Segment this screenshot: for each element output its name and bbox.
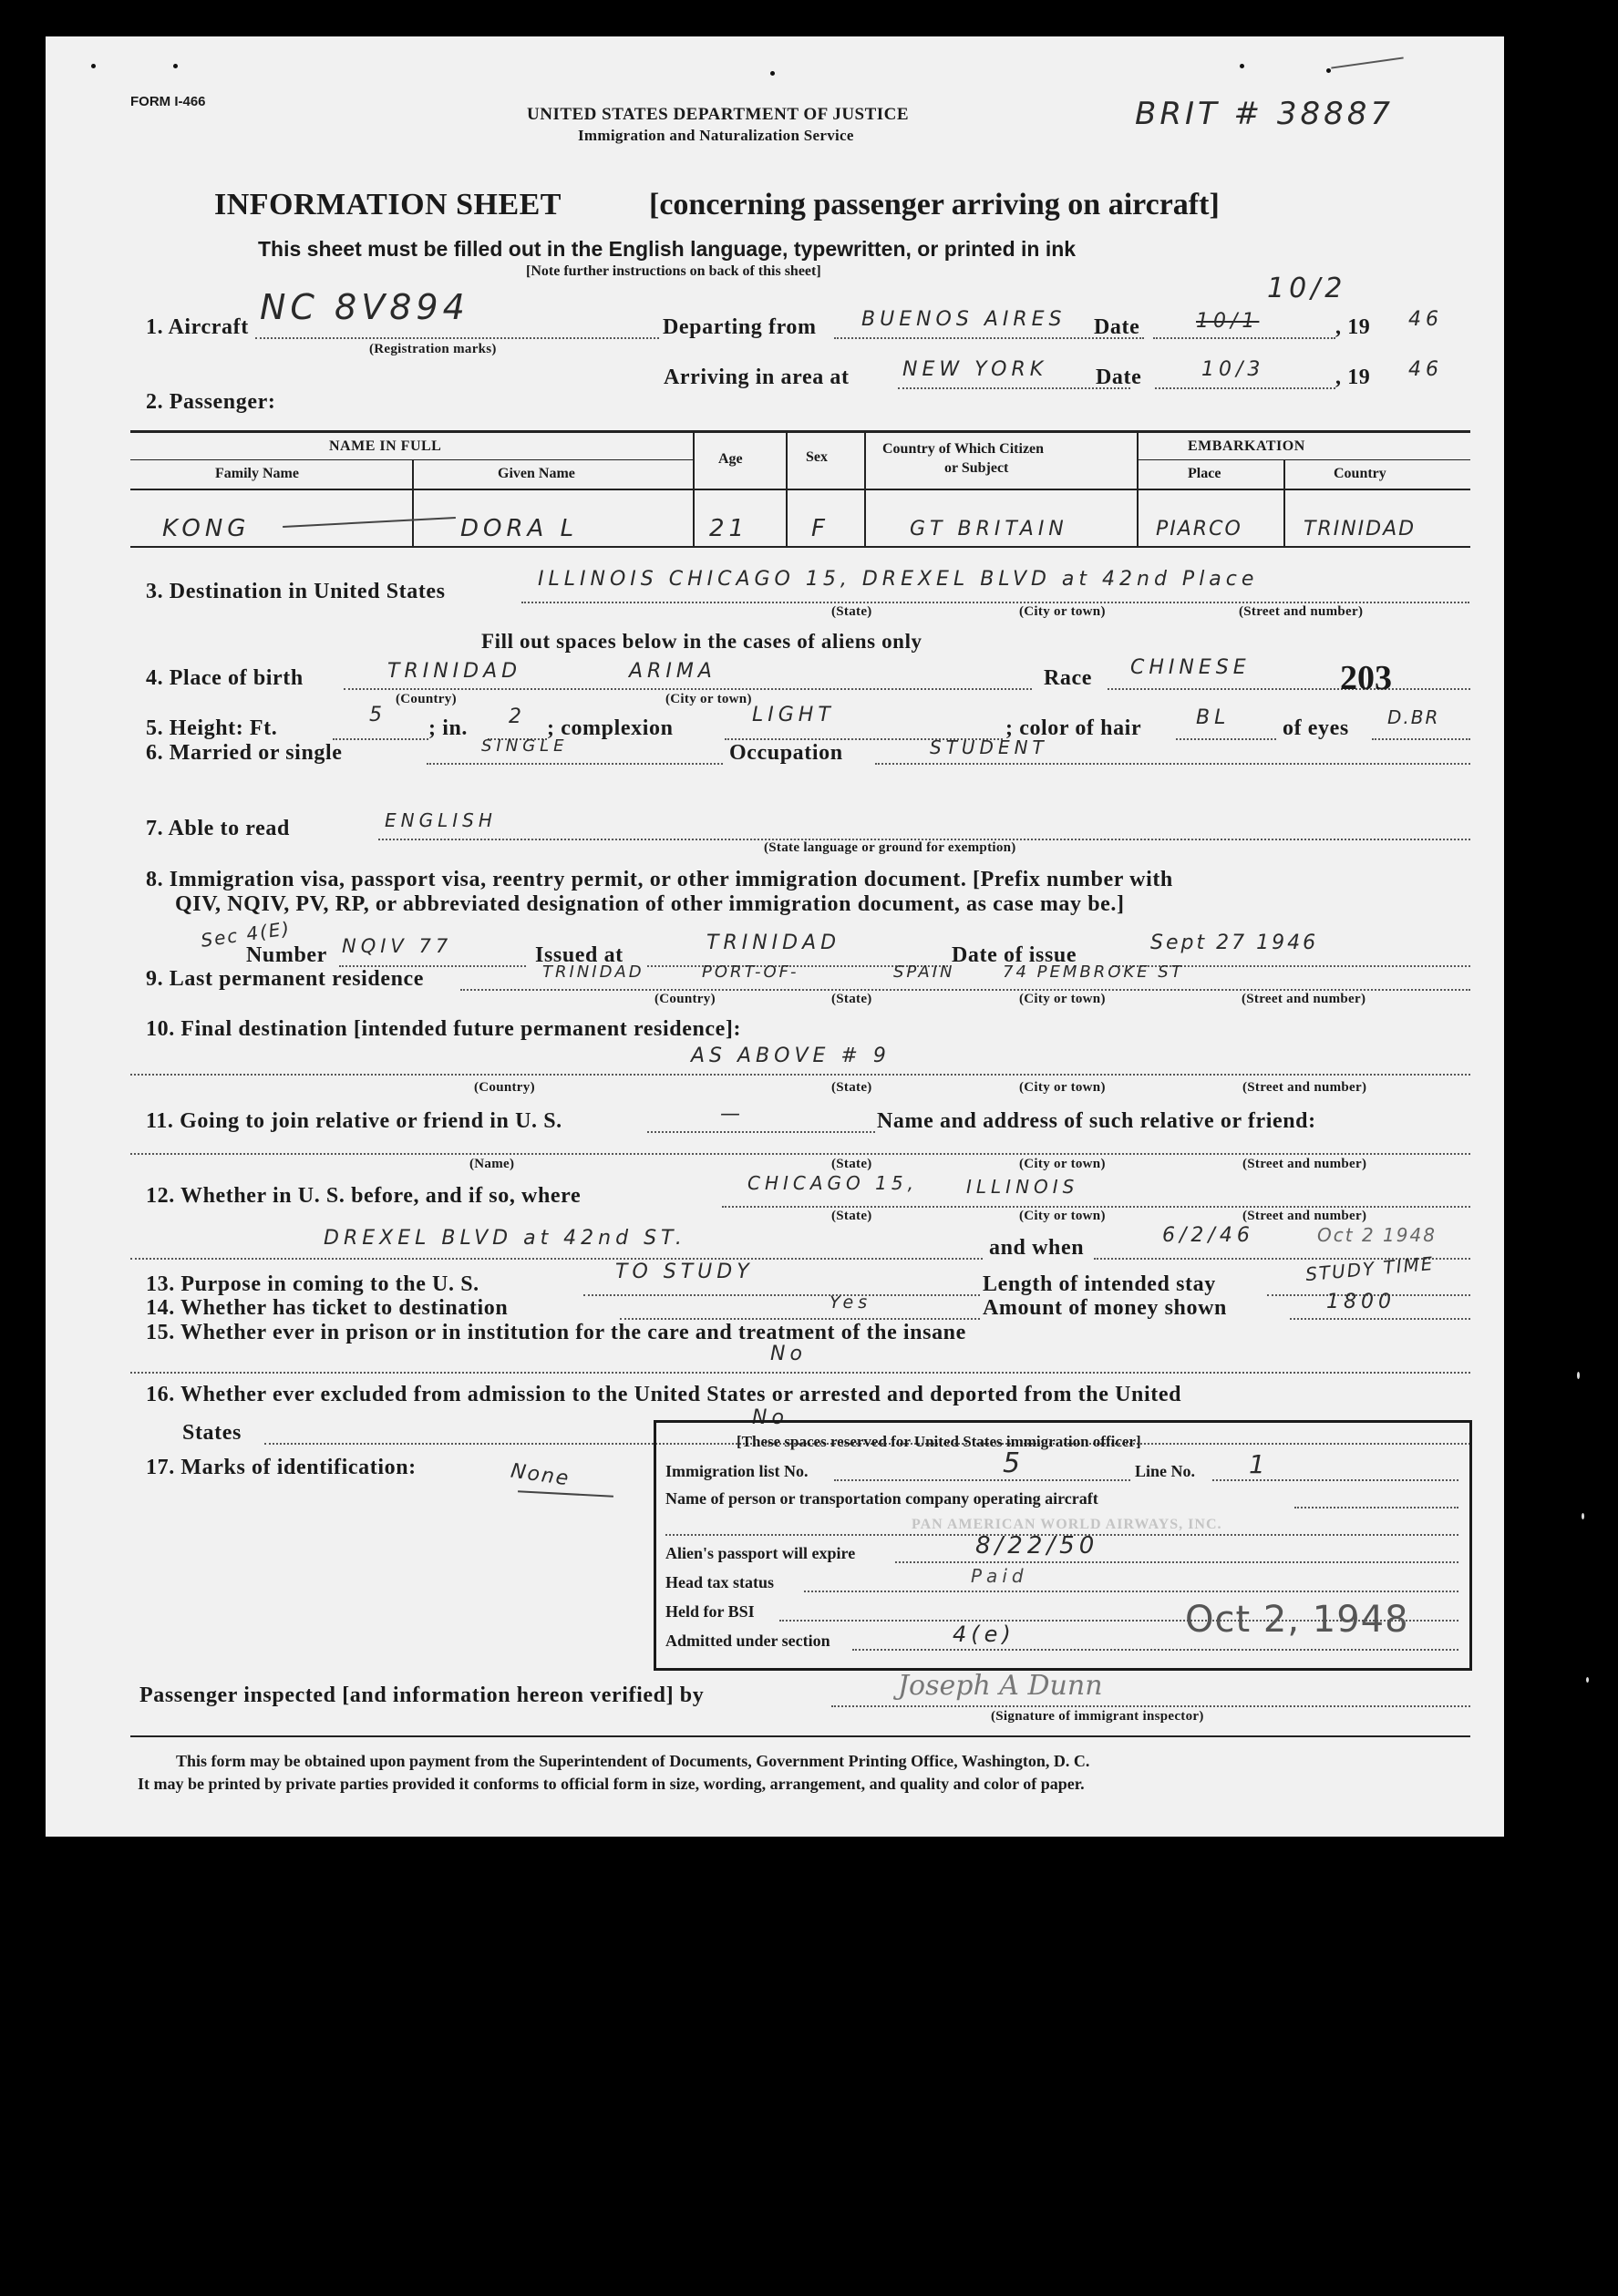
operator-line bbox=[1294, 1507, 1458, 1508]
passport-expire-line bbox=[895, 1561, 1458, 1563]
residence-city-value: SPAIN bbox=[893, 963, 955, 982]
number-value: NQIV 77 bbox=[342, 935, 453, 957]
age-header: Age bbox=[718, 451, 743, 467]
caption-state: (State) bbox=[831, 992, 872, 1006]
table-divider bbox=[412, 459, 414, 546]
country-header: Country bbox=[1334, 466, 1386, 481]
footer-line1: This form may be obtained upon payment from the Superintendent of Documents, Government Printing Office, Washington, D. C. bbox=[176, 1752, 1090, 1770]
race-value: CHINESE bbox=[1130, 656, 1251, 679]
read-caption: (State language or ground for exemption) bbox=[764, 840, 1016, 855]
caption-street: (Street and number) bbox=[1239, 604, 1364, 619]
excluded-answer: No bbox=[752, 1406, 788, 1429]
identification-value: None bbox=[509, 1459, 572, 1491]
caption-state: (State) bbox=[831, 1080, 872, 1095]
operator-label: Name of person or transportation company operating aircraft bbox=[665, 1489, 1098, 1508]
speck bbox=[1577, 1372, 1580, 1379]
occupation-value: STUDENT bbox=[930, 736, 1048, 758]
issue-date-label: Date of issue bbox=[952, 943, 1077, 967]
destination-line bbox=[521, 602, 1469, 603]
embarkation-header: EMBARKATION bbox=[1188, 438, 1305, 454]
residence-street-value: 74 PEMBROKE ST bbox=[1003, 963, 1184, 982]
destination-label: 3. Destination in United States bbox=[146, 580, 446, 603]
join-relative-value: — bbox=[720, 1103, 745, 1126]
head-tax-value: Paid bbox=[971, 1565, 1028, 1587]
table-divider bbox=[1283, 459, 1285, 546]
given-name-value: DORA L bbox=[460, 515, 579, 542]
document-margin-note: Sec 4(E) bbox=[199, 917, 293, 952]
arriving-value: NEW YORK bbox=[902, 358, 1048, 381]
age-value: 21 bbox=[709, 515, 749, 542]
list-number-label: Immigration list No. bbox=[665, 1462, 809, 1480]
inches-value: 2 bbox=[509, 705, 526, 728]
identification-underline bbox=[518, 1490, 613, 1497]
departure-date-struck: 10/1 bbox=[1196, 310, 1260, 333]
feet-value: 5 bbox=[369, 704, 386, 726]
birthplace-line bbox=[344, 688, 1032, 690]
caption-city: (City or town) bbox=[1019, 1080, 1106, 1095]
occupation-label: Occupation bbox=[729, 741, 843, 765]
speck bbox=[1326, 68, 1331, 73]
family-name-header: Family Name bbox=[215, 466, 299, 481]
marital-value: SINGLE bbox=[481, 736, 569, 756]
marital-label: 6. Married or single bbox=[146, 741, 343, 765]
eyes-line bbox=[1372, 738, 1470, 740]
previous-visit-street: DREXEL BLVD at 42nd ST. bbox=[324, 1227, 686, 1250]
departure-date-line bbox=[1153, 337, 1335, 339]
stamp-number: 203 bbox=[1340, 659, 1392, 697]
number-label: Number bbox=[246, 943, 327, 967]
caption-country: (Country) bbox=[654, 992, 716, 1006]
hair-line bbox=[1176, 738, 1276, 740]
birth-city-value: ARIMA bbox=[629, 660, 716, 683]
form-instruction: This sheet must be filled out in the English language, typewritten, or printed in ink bbox=[258, 237, 1077, 261]
table-top-rule bbox=[130, 430, 1470, 433]
passenger-label: 2. Passenger: bbox=[146, 390, 276, 414]
aircraft-label: 1. Aircraft bbox=[146, 315, 249, 339]
height-label: 5. Height: Ft. bbox=[146, 716, 278, 740]
footer-rule bbox=[130, 1735, 1470, 1737]
speck bbox=[770, 71, 775, 76]
feet-line bbox=[333, 738, 428, 740]
line-number-line bbox=[1212, 1479, 1458, 1481]
arrival-year: 46 bbox=[1408, 358, 1443, 381]
residence-country-value: TRINIDAD bbox=[542, 963, 644, 982]
caption-country: (Country) bbox=[474, 1080, 535, 1095]
residence-label: 9. Last permanent residence bbox=[146, 967, 425, 991]
money-label: Amount of money shown bbox=[983, 1296, 1227, 1320]
arrival-date-line bbox=[1155, 387, 1335, 389]
caption-street: (Street and number) bbox=[1242, 992, 1366, 1006]
excluded-label-line2: States bbox=[182, 1421, 242, 1445]
bsi-label: Held for BSI bbox=[665, 1602, 755, 1621]
complexion-value: LIGHT bbox=[752, 704, 835, 726]
complexion-label: ; complexion bbox=[547, 716, 674, 740]
purpose-value: TO STUDY bbox=[615, 1261, 754, 1283]
arrival-date-label: Date bbox=[1096, 366, 1142, 389]
signature-line bbox=[831, 1705, 1470, 1707]
issue-date-value: Sept 27 1946 bbox=[1150, 932, 1319, 954]
head-tax-line bbox=[804, 1591, 1458, 1592]
stay-label: Length of intended stay bbox=[983, 1272, 1216, 1296]
admitted-section-label: Admitted under section bbox=[665, 1632, 830, 1650]
when-note: Oct 2 1948 bbox=[1317, 1224, 1437, 1246]
final-destination-value: AS ABOVE # 9 bbox=[691, 1045, 891, 1067]
caption-street: (Street and number) bbox=[1242, 1157, 1367, 1171]
passport-expire-label: Alien's passport will expire bbox=[665, 1544, 856, 1562]
stay-value: STUDY TIME bbox=[1304, 1251, 1436, 1286]
inches-label: ; in. bbox=[428, 716, 469, 740]
embark-place-value: PIARCO bbox=[1156, 518, 1242, 541]
officer-box-heading: [These spaces reserved for United States immigration officer] bbox=[737, 1433, 1141, 1450]
name-in-full-header: NAME IN FULL bbox=[329, 438, 442, 454]
citizen-header-line1: Country of Which Citizen bbox=[882, 441, 1045, 457]
previous-visit-state: ILLINOIS bbox=[966, 1176, 1079, 1198]
speck bbox=[91, 64, 96, 68]
document-label-line2: QIV, NQIV, PV, RP, or abbreviated designation of other immigration document, as case may be.] bbox=[175, 892, 1125, 916]
caption-city: (City or town) bbox=[1019, 1209, 1106, 1223]
departure-date-label: Date bbox=[1094, 315, 1140, 339]
family-name-value: KONG bbox=[162, 515, 251, 542]
purpose-label: 13. Purpose in coming to the U. S. bbox=[146, 1272, 479, 1296]
relative-address-line bbox=[130, 1153, 1470, 1155]
read-label: 7. Able to read bbox=[146, 817, 290, 840]
caption-state: (State) bbox=[831, 1157, 872, 1171]
prison-answer: No bbox=[770, 1343, 807, 1365]
head-tax-label: Head tax status bbox=[665, 1573, 775, 1591]
issued-at-label: Issued at bbox=[535, 943, 623, 967]
list-number-value: 5 bbox=[1003, 1447, 1025, 1479]
ticket-line bbox=[620, 1318, 980, 1320]
caption-state: (State) bbox=[831, 604, 872, 619]
document-label-line1: 8. Immigration visa, passport visa, reentry permit, or other immigration document. [Prefix number with bbox=[146, 868, 1173, 891]
signature-caption: (Signature of immigrant inspector) bbox=[991, 1709, 1204, 1724]
admitted-section-value: 4(e) bbox=[953, 1622, 1015, 1647]
join-relative-line bbox=[647, 1131, 875, 1133]
caption-state: (State) bbox=[831, 1209, 872, 1223]
table-divider bbox=[786, 430, 788, 546]
race-line bbox=[1108, 688, 1470, 690]
caption-city: (City or town) bbox=[1019, 604, 1106, 619]
table-bottom-rule bbox=[130, 546, 1470, 548]
birth-country-value: TRINIDAD bbox=[387, 660, 522, 683]
agency-name: UNITED STATES DEPARTMENT OF JUSTICE bbox=[527, 105, 910, 124]
admitted-date-stamp: Oct 2, 1948 bbox=[1185, 1599, 1409, 1641]
caption-street: (Street and number) bbox=[1242, 1080, 1367, 1095]
aircraft-value: NC 8V894 bbox=[260, 287, 469, 327]
marital-line bbox=[427, 763, 723, 765]
departing-label: Departing from bbox=[663, 315, 817, 339]
departure-year: 46 bbox=[1408, 308, 1443, 331]
list-number-line bbox=[834, 1479, 1130, 1481]
pen-stroke bbox=[283, 517, 456, 528]
aircraft-line bbox=[255, 337, 659, 339]
prison-label: 15. Whether ever in prison or in institution for the care and treatment of the insane bbox=[146, 1321, 966, 1344]
admitted-section-line bbox=[852, 1649, 1458, 1651]
arrival-date-value: 10/3 bbox=[1201, 358, 1265, 381]
excluded-label-line1: 16. Whether ever excluded from admission to the United States or arrested and deported from the United bbox=[146, 1383, 1182, 1406]
table-embark-rule bbox=[1137, 459, 1470, 460]
table-divider bbox=[1137, 430, 1139, 546]
line-number-label: Line No. bbox=[1135, 1462, 1196, 1480]
registration-caption: (Registration marks) bbox=[369, 342, 497, 356]
issued-at-value: TRINIDAD bbox=[706, 932, 841, 954]
table-divider bbox=[693, 430, 695, 546]
officer-box bbox=[654, 1420, 1472, 1671]
caption-country: (Country) bbox=[396, 692, 457, 706]
race-label: Race bbox=[1044, 666, 1093, 690]
speck bbox=[173, 64, 178, 68]
read-value: ENGLISH bbox=[385, 809, 497, 831]
previous-visit-label: 12. Whether in U. S. before, and if so, where bbox=[146, 1184, 582, 1208]
citizen-header-line2: or Subject bbox=[944, 460, 1009, 476]
arriving-label: Arriving in area at bbox=[664, 366, 850, 389]
form-title-bracket: [concerning passenger arriving on aircraft] bbox=[649, 188, 1220, 221]
previous-visit-line bbox=[722, 1206, 1470, 1208]
money-value: 1800 bbox=[1326, 1291, 1396, 1313]
prison-line bbox=[130, 1372, 1470, 1374]
form-sheet bbox=[46, 36, 1504, 1837]
ticket-label: 14. Whether has ticket to destination bbox=[146, 1296, 509, 1320]
birthplace-label: 4. Place of birth bbox=[146, 666, 304, 690]
final-destination-label: 10. Final destination [intended future permanent residence]: bbox=[146, 1017, 742, 1041]
arrival-year-prefix: , 19 bbox=[1335, 366, 1371, 389]
residence-state-value: PORT-OF- bbox=[702, 963, 799, 982]
caption-street: (Street and number) bbox=[1242, 1209, 1367, 1223]
sex-value: F bbox=[811, 515, 830, 542]
caption-city: (City or town) bbox=[1019, 992, 1106, 1006]
hair-value: BL bbox=[1196, 706, 1231, 729]
eyes-value: D.BR bbox=[1387, 706, 1440, 728]
inspector-signature: Joseph A Dunn bbox=[898, 1670, 1103, 1702]
form-number: FORM I-466 bbox=[130, 94, 206, 109]
embark-country-value: TRINIDAD bbox=[1304, 518, 1417, 541]
ticket-value: Yes bbox=[830, 1292, 872, 1313]
caption-city: (City or town) bbox=[1019, 1157, 1106, 1171]
identification-label: 17. Marks of identification: bbox=[146, 1456, 417, 1479]
form-note: [Note further instructions on back of this sheet] bbox=[526, 263, 821, 279]
place-header: Place bbox=[1188, 466, 1221, 481]
table-divider bbox=[864, 430, 866, 546]
relative-name-label: Name and address of such relative or friend: bbox=[877, 1109, 1316, 1133]
departure-year-prefix: , 19 bbox=[1335, 315, 1371, 339]
citizen-value: GT BRITAIN bbox=[910, 518, 1068, 541]
operator-faint-stamp: PAN AMERICAN WORLD AIRWAYS, INC. bbox=[912, 1517, 1222, 1532]
aliens-heading: Fill out spaces below in the cases of aliens only bbox=[481, 630, 922, 653]
join-relative-label: 11. Going to join relative or friend in U. S. bbox=[146, 1109, 562, 1133]
caption-city: (City or town) bbox=[665, 692, 752, 706]
form-title: INFORMATION SHEET bbox=[214, 188, 562, 221]
eyes-label: of eyes bbox=[1283, 716, 1349, 740]
caption-name: (Name) bbox=[469, 1157, 515, 1171]
when-value: 6/2/46 bbox=[1162, 1224, 1254, 1247]
previous-visit-street-line bbox=[130, 1258, 983, 1260]
file-annotation: BRIT # 38887 bbox=[1135, 96, 1395, 132]
table-header-rule bbox=[130, 489, 1470, 490]
given-name-header: Given Name bbox=[498, 466, 575, 481]
final-destination-line bbox=[130, 1074, 1470, 1076]
departure-date-value: 10/2 bbox=[1267, 273, 1347, 304]
purpose-line bbox=[583, 1294, 980, 1296]
line-number-value: 1 bbox=[1249, 1449, 1270, 1479]
speck bbox=[1582, 1513, 1584, 1519]
money-line bbox=[1290, 1318, 1470, 1320]
hair-label: ; color of hair bbox=[1005, 716, 1142, 740]
residence-line bbox=[460, 989, 1470, 991]
passport-expire-value: 8/22/50 bbox=[975, 1532, 1099, 1560]
speck bbox=[1240, 64, 1244, 68]
destination-value: ILLINOIS CHICAGO 15, DREXEL BLVD at 42nd Place bbox=[538, 568, 1259, 591]
previous-visit-city: CHICAGO 15, bbox=[747, 1172, 918, 1194]
speck bbox=[1586, 1677, 1589, 1683]
footer-line2: It may be printed by private parties provided it conforms to official form in size, wording, arrangement, and quality and color of paper. bbox=[138, 1775, 1085, 1793]
inspected-label: Passenger inspected [and information hereon verified] by bbox=[139, 1683, 705, 1707]
pen-mark bbox=[1331, 57, 1403, 68]
departing-value: BUENOS AIRES bbox=[861, 308, 1067, 331]
when-label: and when bbox=[989, 1236, 1085, 1260]
service-name: Immigration and Naturalization Service bbox=[578, 127, 854, 144]
occupation-line bbox=[875, 763, 1470, 765]
sex-header: Sex bbox=[806, 449, 828, 465]
